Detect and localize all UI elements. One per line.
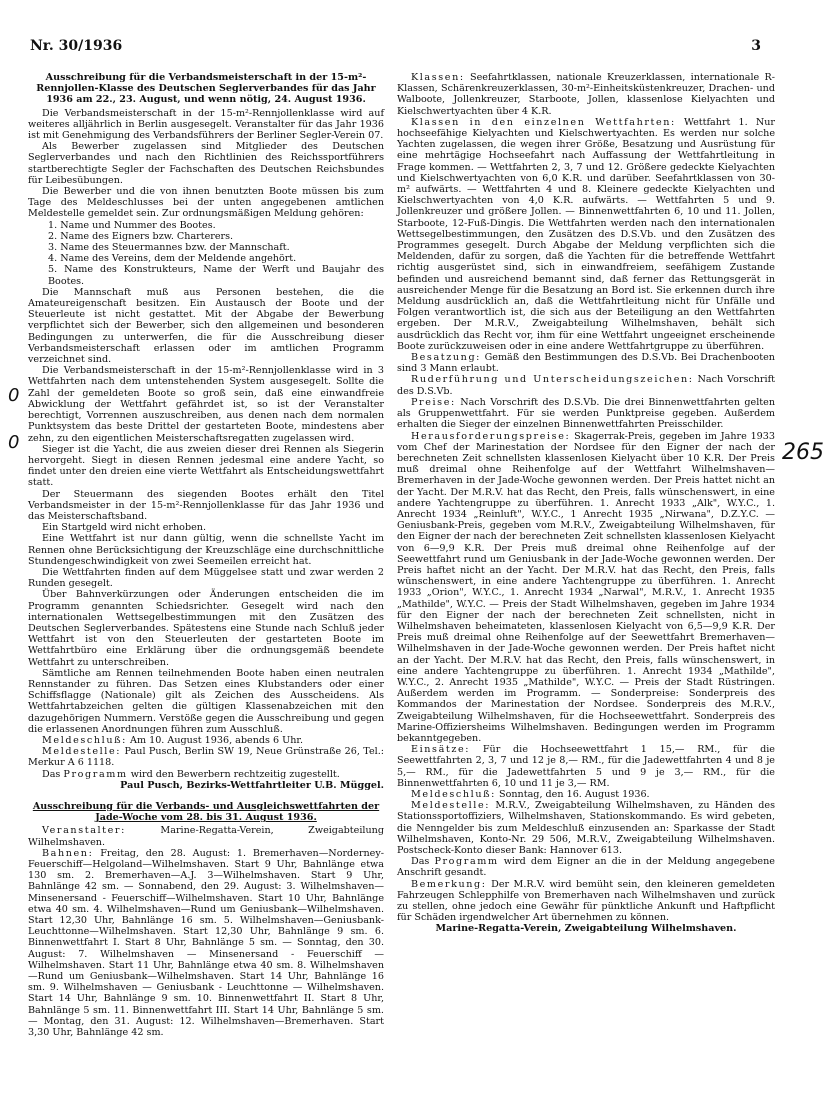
list-item: 2. Name des Eigners bzw. Charterers. [48,230,234,242]
prizes-label: Preise: [411,396,456,408]
paragraph: Sämtliche am Rennen teilnehmenden Boote haben einen neutralen Rennstander zu führen. Das Setzen eines Klubstanders oder einer Schiffsflagge (Nationale) gilt als Zeichen des Ausscheidens. Als Wettfahrtabzeichen gelten die gültigen Klassenabzeichen mit den dazugehörigen Nummern. Verstöße gegen die Ausschreibung und gegen die erlassenen Anordnungen führen zum Ausschluß. [28,667,384,735]
paragraph: Die Verbandsmeisterschaft in der 15-m²-Rennjollenklasse wird auf weiteres alljährlich in Berlin ausgesegelt. Veranstalter für das Jahr 1936 ist mit Genehmigung des Verbandsführers der Berliner Segler-Verein 07. [28,107,384,142]
registration-office-label: Meldestelle: [411,800,491,812]
courses-label: Bahnen: [42,847,94,859]
issue-number: Nr. 30/1936 [30,38,123,54]
article-1-title: Ausschreibung für die Verbandsmeisterschaft in der 15-m²-Rennjollen-Klasse des Deutschen Seglerverbandes für das Jahr 1936 am 22., 23. August, und wenn nötig, 24. August 1936. [36,72,376,106]
organizer-value: Marine-Regatta-Verein, Zweigabteilung Wilhelmshaven. [28,825,384,848]
deadline: Meldeschluß: Sonntag, den 16. August 1936. [411,789,650,800]
prizes: Preise: Nach Vorschrift des D.S.Vb. Die drei Binnenwettfahrten gelten als Gruppenwettfahrt. Für sie werden Punktpreise gegeben. Außerdem erhalten die Sieger der einzelnen Binnenwettfahrten Preisschilder. [397,396,775,431]
signature: Paul Pusch, Bezirks-Wettfahrtleiter U.B. Müggel. [120,779,384,791]
list-item: 3. Name des Steuermannes bzw. der Mannschaft. [48,242,290,254]
list-item: 5. Name des Konstrukteurs, Name der Werft und Baujahr des Bootes. [48,264,384,287]
deadline-value: Am 10. August 1936, abends 6 Uhr. [130,734,303,746]
right-column [397,72,775,935]
list-item: 4. Name des Vereins, dem der Meldende angehört. [48,253,297,265]
registration-office-value: Paul Pusch, Berlin SW 19, Neue Grünstraße 26, Tel.: Merkur A 6 1118. [28,746,384,769]
paragraph: Die Mannschaft muß aus Personen bestehen, die die Amateureigenschaft besitzen. Ein Austausch der Boote und der Steuerleute ist nicht gestattet. Mit der Abgabe der Bewerbung verpflichtet sich der Bewerber, sich den allgemeinen und besonderen Bedingungen zu unterwerfen, die für die Ausschreibung dieser Verbandsmeisterschaft erlassen oder im amtlichen Programm verzeichnet sind. [28,286,384,366]
challenge-prizes: Herausforderungspreise: Skagerrak-Preis, gegeben im Jahre 1933 vom Chef der Marinestation der Nordsee für den Eigner der nach der berechneten Zeit schnellsten klassenlosen Kielyacht über 10 K.R. Der Preis muß dreimal ohne Reihenfolge auf der Wettfahrt Wilhelmshaven—Bremerhaven in der Jade-Woche gewonnen werden. Der Preis hattet nicht an der Yacht. Der M.R.V. hat das Recht, den Preis, falls wünschenswert, in eine andere Yachtengruppe zu überführen. 1. Anrecht 1933 „Alk", W.Y.C., 1. Anrecht 1934 „Reinluft", W.Y.C., 1 Anrecht 1935 „Nirwana", D.Z.Y.C. — Geniusbank-Preis, gegeben vom M.R.V., Zweigabteilung Wilhelmshaven, für den Eigner der nach der berechneten Zeit schnellsten klassenlosen Kielyacht von 6—9,9 K.R. Der Preis muß dreimal ohne Reihenfolge auf der Seewettfahrt rund um Geniusbank in der Jade-Woche gewonnen werden. Der Preis haftet nicht an der Yacht. Der M.R.V. hat das Recht, den Preis, falls wünschenswert, in eine andere Yachtengruppe zu überführen. 1. Anrecht 1933 „Orion", W.Y.C., 1. Anrecht 1934 „Narwal", M.R.V., 1. Anrecht 1935 „Mathilde", W.Y.C. — Preis der Stadt Wilhelmshaven, gegeben im Jahre 1934 für den Eigner der nach der berechneten Zeit schnellsten, nicht in Wilhelmshaven beheimateten, klassenlosen Kielyacht von 6,5—9,9 K.R. Der Preis muß dreimal ohne Reihenfolge auf der Seewettfahrt Bremerhaven—Wilhelmshaven in der Jade-Woche gewonnen werden. Der Preis haftet nicht an der Yacht. Der M.R.V. hat das Recht, den Preis, falls wünschenswert, in eine andere Yachtengruppe zu überführen. 1. Anrecht 1934 „Mathilde", W.Y.C., 2. Anrecht 1935 „Mathilde", W.Y.C. — Preis der Stadt Rüstringen. Außerdem werden im Programm. — Sonderpreise: Sonderpreis des Kommandos der Marinestation der Nordsee. Sonderpreis des M.R.V., Zweigabteilung Wilhelmshaven, für die Hochseewettfahrt. Sonderpreis des Marine-Offiziersheims Wilhelmshaven. Bedingungen werden im Programm bekanntgegeben. [397,430,775,744]
crew-label: Besatzung: [411,352,482,364]
deadline [28,735,384,746]
remark: Bemerkung: Der M.R.V. wird bemüht sein, den kleineren gemeldeten Fahrzeugen Schlepphilfe von Bremerhaven nach Wilhelmshaven und zurück zu stellen, ohne jedoch eine Gewähr für pünktliche Ankunft und Haftpflicht für Schäden irgendwelcher Art übernehmen zu können. [397,878,775,924]
paragraph: Eine Wettfahrt ist nur dann gültig, wenn die schnellste Yacht im Rennen ohne Berücksichtigung der Kreuzschläge eine durchschnittliche Stundengeschwindigkeit von zwei Seemeilen erreicht hat. [28,533,384,567]
crew: Besatzung: Gemäß den Bestimmungen des D.S.Vb. Bei Drachenbooten sind 3 Mann erlaubt. [397,352,775,375]
deadline-label: Meldeschluß: [411,789,496,800]
paragraph: Die Verbandsmeisterschaft in der 15-m²-Rennjollenklasse wird in 3 Wettfahrten nach dem untenstehenden System ausgesegelt. Sollte die Zahl der gemeldeten Boote so groß sein, daß eine einwandfreie Abwicklung der Wettfahrt gefährdet ist, so ist der Veranstalter berechtigt, Vorrennen auszuschreiben, aus denen nach dem normalen Punktsystem das beste Drittel der gestarteten Boote, mindestens aber zehn, zu den eigentlichen Meisterschaftsregatten zugelassen wird. [28,365,384,444]
list-item: 1. Name und Nummer des Bootes. [48,219,216,231]
paragraph: Die Bewerber und die von ihnen benutzten Boote müssen bis zum Tage des Meldeschlusses bei der unten angegebenen amtlichen Meldestelle gemeldet sein. Zur ordnungsmäßigen Meldung gehören: [28,186,384,220]
registration-office-label: Meldestelle: [42,746,122,758]
entry-fees-label: Einsätze: [411,744,471,756]
classes-per-race: Klassen in den einzelnen Wettfahrten: Wettfahrt 1. Nur hochseefähige Kielyachten und Kielschwertyachten. Es werden nur solche Yachten zugelassen, die wegen ihrer Größe, Besatzung und Ausrüstung für eine mehrtägige Hochseefahrt nach Auffassung der Wettfahrtleitung in Frage kommen. — Wettfahrten 2, 3, 7 und 12. Größere gedeckte Kielyachten und Kielschwertyachten von 6,0 K.R. und darüber. Seefahrtklassen von 30-m² aufwärts. — Wettfahrten 4 und 8. Kleinere gedeckte Kielyachten und Kielschwertyachten von 4,0 K.R. aufwärts. — Wettfahrten 5 und 9. Jollenkreuzer und größere Jollen. — Binnenwettfahrten 6, 10 und 11. Jollen, Starboote, 12-Fuß-Dingis. Die Wettfahrten werden nach den internationalen Wettsegelbestimmungen, den Zusätzen des D.S.Vb. und den Zusätzen des Programmes gesegelt. Durch Abgabe der Meldung verpflichten sich die Meldenden, dafür zu sorgen, daß die Yachten für die betreffende Wettfahrt richtig ausgerüstet sind, sich in einwandfreiem, seefähigem Zustande befinden und ausreichend bemannt sind, daß ferner das Rettungsgerät in ausreichender Menge für die Besatzung an Bord ist. Sie erkennen durch ihre Meldung ausdrücklich an, daß die Wettfahrtleitung nicht für Unfälle und Folgen verantwortlich ist, die sich aus der Beteiligung an den Wettfahrten ergeben. Der M.R.V., Zweigabteilung Wilhelmshaven, behält sich ausdrücklich das Recht vor, ihm für eine Wettfahrt ungeeignet erscheinende Boote zurückzuweisen oder in eine andere Wettfahrtgruppe zu überführen. [397,116,775,352]
steering: Ruderführung und Unterscheidungszeichen: Nach Vorschrift des D.S.Vb. [397,374,775,397]
challenge-prizes-label: Herausforderungspreise: [411,430,571,442]
registration-office: Meldestelle: M.R.V., Zweigabteilung Wilhelmshaven, zu Händen des Stationssportoffiziers, Wilhelmshaven, Stationskommando. Es wird gebeten, die Nenngelder bis zum Meldeschluß einzusenden an: Sparkasse der Stadt Wilhelmshaven, Konto-Nr. 29 506, M.R.V., Zweigabteilung Wilhelmshaven. Postscheck-Konto dieser Bank: Hannover 613. [397,800,775,857]
margin-scribble-1: 0 [8,385,20,406]
paragraph: Ein Startgeld wird nicht erhoben. [42,522,206,534]
deadline-label: Meldeschluß: [42,734,127,746]
classes-label: Klassen: [411,72,465,83]
page-number: 3 [751,38,761,54]
page-header [30,38,769,60]
entry-fees: Einsätze: Für die Hochseewettfahrt 1 15,— RM., für die Seewettfahrten 2, 3, 7 und 12 je 8,— RM., für die Jadewettfahrten 4 und 8 je 5,— RM., für die Jadewettfahrten 5 und 9 je 3,— RM., für die Binnenwettfahrten 6, 10 und 11 je 3,— RM. [397,744,775,789]
organizer-label: Veranstalter: [42,825,126,837]
courses [28,848,384,1038]
remark-label: Bemerkung: [411,878,487,890]
program-note: Das Programm wird den Bewerbern rechtzeitig zugestellt. [42,768,340,780]
organizer [28,825,384,847]
registration-list [28,220,384,287]
paragraph: Sieger ist die Yacht, die aus zweien dieser drei Rennen als Siegerin hervorgeht. Siegt in diesen Rennen jedesmal eine andere Yacht, so findet unter den dreien eine vierte Wettfahrt als Entscheidungswettfahrt statt. [28,443,384,489]
paragraph: Der Steuermann des siegenden Bootes erhält den Titel Verbandsmeister in der 15-m²-Rennjollenklasse für das Jahr 1936 und das Meisterschaftsband. [28,488,384,522]
courses-value: Freitag, den 28. August: 1. Bremerhaven—Norderney-Feuerschiff—Helgoland—Wilhelmshaven. Start 9 Uhr, Bahnlänge etwa 130 sm. 2. Bremerhaven—A.J. 3—Wilhelmshaven. Start 9 Uhr, Bahnlänge 42 sm. — Sonnabend, den 29. August: 3. Wilhelmshaven—Minsenersand - Feuerschiff—Wilhelmshaven. Start 10 Uhr, Bahnlänge etwa 40 sm. 4. Wilhelmshaven—Rund um Geniusbank—Wilhelmshaven. Start 12,30 Uhr, Bahnlänge 16 sm. 5. Wilhelmshaven—Geniusbank-Leuchttonne—Wilhelmshaven. Start 12,30 Uhr, Bahnlänge 9 sm. 6. Binnenwettfahrt I. Start 8 Uhr, Bahnlänge 5 sm. — Sonntag, den 30. August: 7. Wilhelmshaven — Minsenersand - Feuerschiff — Wilhelmshaven. Start 11 Uhr, Bahnlänge etwa 40 sm. 8. Wilhelmshaven—Rund um Geniusbank—Wilhelmshaven. Start 14 Uhr, Bahnlänge 16 sm. 9. Wilhelmshaven — Geniusbank - Leuchttonne — Wilhelmshaven. Start 14 Uhr, Bahnlänge 9 sm. 10. Binnenwettfahrt II. Start 8 Uhr, Bahnlänge 5 sm. 11. Binnenwettfahrt III. Start 14 Uhr, Bahnlänge 5 sm. — Montag, den 31. August: 12. Wilhelmshaven—Bremerhaven. Start 3,30 Uhr, Bahnlänge 42 sm. [28,847,384,1039]
registration-office [28,746,384,768]
steering-label: Ruderführung und Unterscheidungszeichen: [411,374,694,386]
paragraph: Über Bahnverkürzungen oder Änderungen entscheiden die im Programm genannten Schiedsrichter. Gesegelt wird nach den internationalen Wettsegelbestimmungen mit den Zusätzen des Deutschen Seglerverbandes. Spätestens eine Stunde nach Schluß jeder Wettfahrt ist von den Steuerleuten der gestarteten Boote im Wettfahrtbüro eine Erklärung über die ordnungsgemäß beendete Wettfahrt zu unterschreiben. [28,589,384,668]
paragraph: Als Bewerber zugelassen sind Mitglieder des Deutschen Seglerverbandes und nach den Richtlinien des Reichssportführers startberechtigte Segler der Fachschaften des Deutschen Reichsbundes für Leibesübungen. [28,141,384,186]
signature: Marine-Regatta-Verein, Zweigabteilung Wilhelmshaven. [435,923,737,935]
classes-per-race-label: Klassen in den einzelnen Wettfahrten: [411,116,676,128]
margin-scribble-2: 0 [8,432,20,453]
program-note: Das Programm wird dem Eigner an die in der Meldung angegebene Anschrift gesandt. [397,856,775,879]
handwritten-note: 265 [782,440,824,465]
article-2-title: Ausschreibung für die Verbands- und Ausgleichswettfahrten der Jade-Woche vom 28. bis 31. August 1936. [32,801,380,824]
left-column [28,72,384,1038]
classes: Klassen: Seefahrtklassen, nationale Kreuzerklassen, internationale R-Klassen, Schärenkreuzerklassen, 30-m²-Einheitsküstenkreuzer, Drachen- und Walboote, Jollenkreuzer, Starboote, Jollen, klassenlose Kielyachten und Kielschwertyachten über 4 K.R. [397,72,775,117]
paragraph: Die Wettfahrten finden auf dem Müggelsee statt und zwar werden 2 Runden gesegelt. [28,566,384,590]
